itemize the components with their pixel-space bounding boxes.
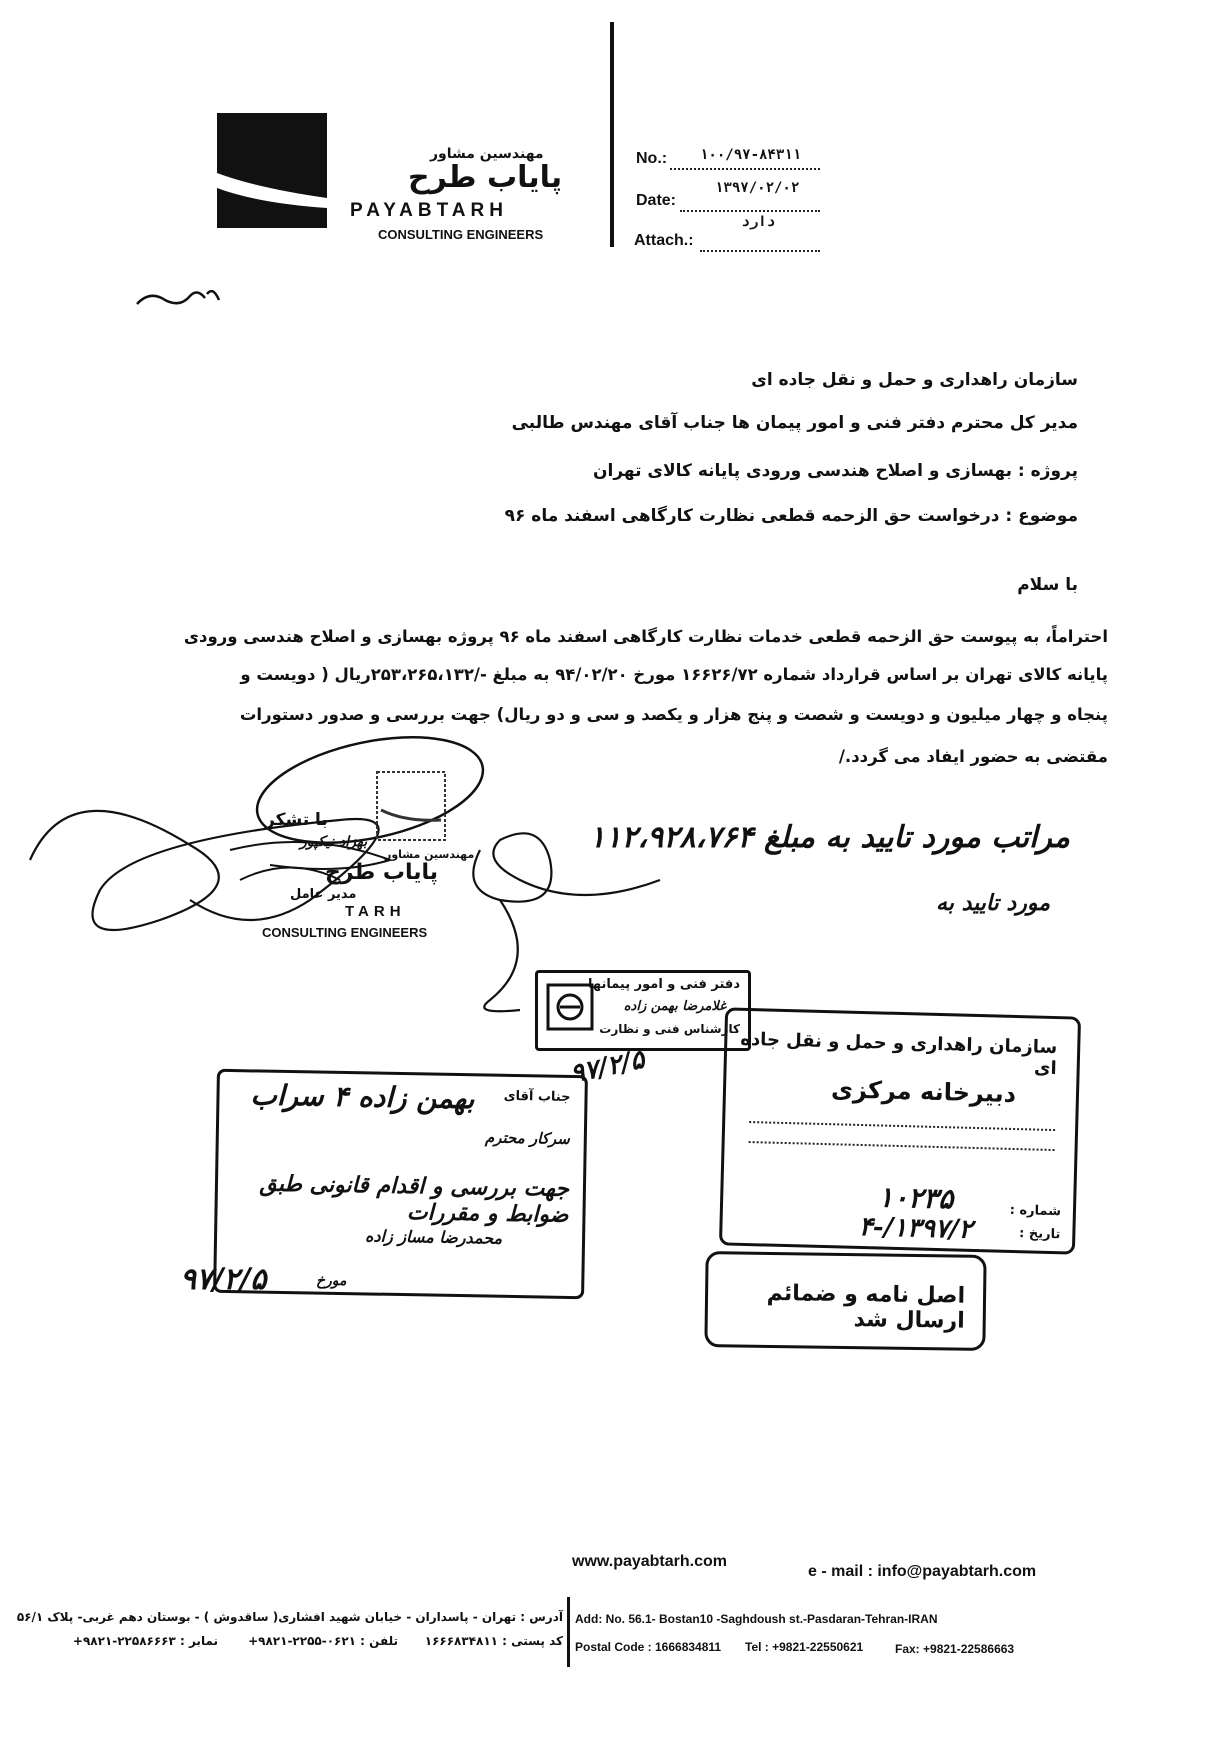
no-value: ۱۰۰/۹۷-۸۴۳۱۱ [700, 147, 802, 163]
footer-divider [567, 1597, 570, 1667]
attach-field [700, 232, 820, 252]
handwritten-note-line-2: مورد تایید به [936, 890, 1050, 916]
referral-date-value: ۹۷/۲/۵ [180, 1262, 267, 1297]
referral-date-label: مورخ [316, 1273, 347, 1289]
body-line-1: احتراماً، به پیوست حق الزحمه قطعی خدمات نظارت کارگاهی اسفند ماه ۹۶ پروژه بهسازی و اصلاح هندسی ورودی [183, 627, 1108, 646]
footer-fax-en: Fax: +9821-22586663 [895, 1642, 1015, 1656]
recipient-org: سازمان راهداری و حمل و نقل جاده ای [751, 370, 1078, 390]
registry-stamp-line-1 [749, 1121, 1055, 1131]
office-stamp-line-3: کارشناس فنی و نظارت [599, 1022, 740, 1036]
original-sent-stamp [704, 1251, 986, 1351]
company-logo-icon [217, 113, 327, 228]
footer-postal-fa: کد پستی : ۱۶۶۶۸۳۴۸۱۱ [424, 1634, 563, 1648]
original-sent-text: اصل نامه و ضمائم ارسال شد [766, 1280, 966, 1334]
recipient-person: مدیر کل محترم دفتر فنی و امور پیمان ها جناب آقای مهندس طالبی [511, 413, 1078, 433]
subject-line: موضوع : درخواست حق الزحمه قطعی نظارت کارگاهی اسفند ماه ۹۶ [504, 506, 1078, 526]
sig-firm-fa: پایاب طرح [325, 860, 439, 885]
email-link[interactable]: e - mail : info@payabtarh.com [808, 1563, 1037, 1580]
firm-name-en: PAYABTARH [350, 200, 508, 221]
registry-stamp-title: دبیرخانه مرکزی [830, 1075, 1017, 1109]
registry-number-value: ۱۰۲۳۵ [877, 1180, 954, 1216]
no-label: No.: [636, 150, 668, 167]
registry-stamp-org: سازمان راهداری و حمل و نقل جاده ای [740, 1028, 1058, 1080]
body-line-4: مقتضی به حضور ایفاد می گردد./ [838, 747, 1108, 766]
referral-addressee: بهمن زاده ۴ سراب [250, 1078, 475, 1116]
footer-tel-en: Tel : +9821-22550621 [745, 1640, 864, 1654]
footer-address-fa: آدرس : تهران - پاسداران - خیابان شهید افشاری( ساقدوش ) - بوستان دهم غربی- پلاک ۵۶/۱ [16, 1610, 563, 1624]
footer-tel-fa: تلفن : ۰۶۲۱-۲۲۵۵-۹۸۲۱+ [248, 1634, 398, 1648]
office-stamp-line-1: دفتر فنی و امور پیمانها [587, 977, 740, 992]
sig-name: بهزاد نیکپور [300, 834, 368, 850]
referral-instruction: جهت بررسی و اقدام قانونی طبق ضوابط و مقررات [259, 1170, 570, 1228]
date-value: ۱۳۹۷/۰۲/۰۲ [715, 180, 800, 196]
referral-stamp [213, 1069, 588, 1299]
attach-label: Attach.: [634, 232, 694, 249]
firm-subtitle-en: CONSULTING ENGINEERS [378, 227, 544, 242]
sig-firm-en-sub: CONSULTING ENGINEERS [262, 925, 428, 940]
registry-number-label: شماره : [1009, 1202, 1062, 1220]
registry-stamp [719, 1007, 1081, 1254]
project-line: پروژه : بهسازی و اصلاح هندسی ورودی پایانه کالای تهران [593, 461, 1078, 481]
registry-date-value: ۱۳۹۷/۲/-۴ [858, 1211, 973, 1245]
footer-fax-fa: نمابر : ۲۲۵۸۶۶۶۳-۹۸۲۱+ [72, 1634, 218, 1648]
seal-logo-icon [375, 770, 447, 842]
firm-name-fa-small: مهندسین مشاور [430, 146, 544, 162]
sig-firm-fa-small: مهندسین مشاور [385, 848, 475, 861]
sig-role: مدیر عامل [290, 887, 357, 902]
thanks-text: با تشکر [265, 810, 328, 830]
greeting: با سلام [1017, 575, 1078, 595]
handwritten-note-line-1: مراتب مورد تایید به مبلغ ۱۱۲،۹۲۸،۷۶۴ [589, 820, 1070, 855]
office-stamp-line-2: غلامرضا بهمن زاده [623, 999, 726, 1014]
website-link[interactable]: www.payabtarh.com [572, 1553, 727, 1570]
referral-header: جناب آقای [503, 1088, 571, 1105]
footer-postal-en: Postal Code : 1666834811 [575, 1640, 722, 1654]
footer-address-en: Add: No. 56.1- Bostan10 -Saghdoush st.-Pasdaran-Tehran-IRAN [575, 1612, 938, 1626]
header-divider [610, 22, 614, 247]
office-stamp-emblem-icon [546, 983, 594, 1031]
registry-stamp-line-2 [749, 1141, 1055, 1151]
referral-signer: محمدرضا مساز زاده [364, 1226, 503, 1248]
handwritten-date-mark: ۹۷/۲/۵ [567, 1044, 648, 1090]
sig-firm-en: TARH [345, 903, 406, 920]
date-label: Date: [636, 192, 677, 209]
office-stamp [535, 970, 751, 1051]
attach-value: دارد [741, 214, 775, 230]
body-line-3: پنجاه و چهار میلیون و دویست و شصت و پنج هزار و یکصد و سی و دو ریال) جهت بررسی و صدور دستورات [239, 705, 1108, 724]
referral-salutation: سرکار محترم [484, 1128, 570, 1148]
body-line-2: پایانه کالای تهران بر اساس قرارداد شماره ۱۶۶۲۶/۷۲ مورخ ۹۴/۰۲/۲۰ به مبلغ -/۲۵۳،۲۶۵،۱۳۲ریال ( دویست و [240, 665, 1108, 684]
registry-date-label: تاریخ : [1018, 1226, 1061, 1243]
handwritten-flourish-icon [135, 282, 225, 312]
firm-name-fa: پایاب طرح [408, 160, 563, 195]
